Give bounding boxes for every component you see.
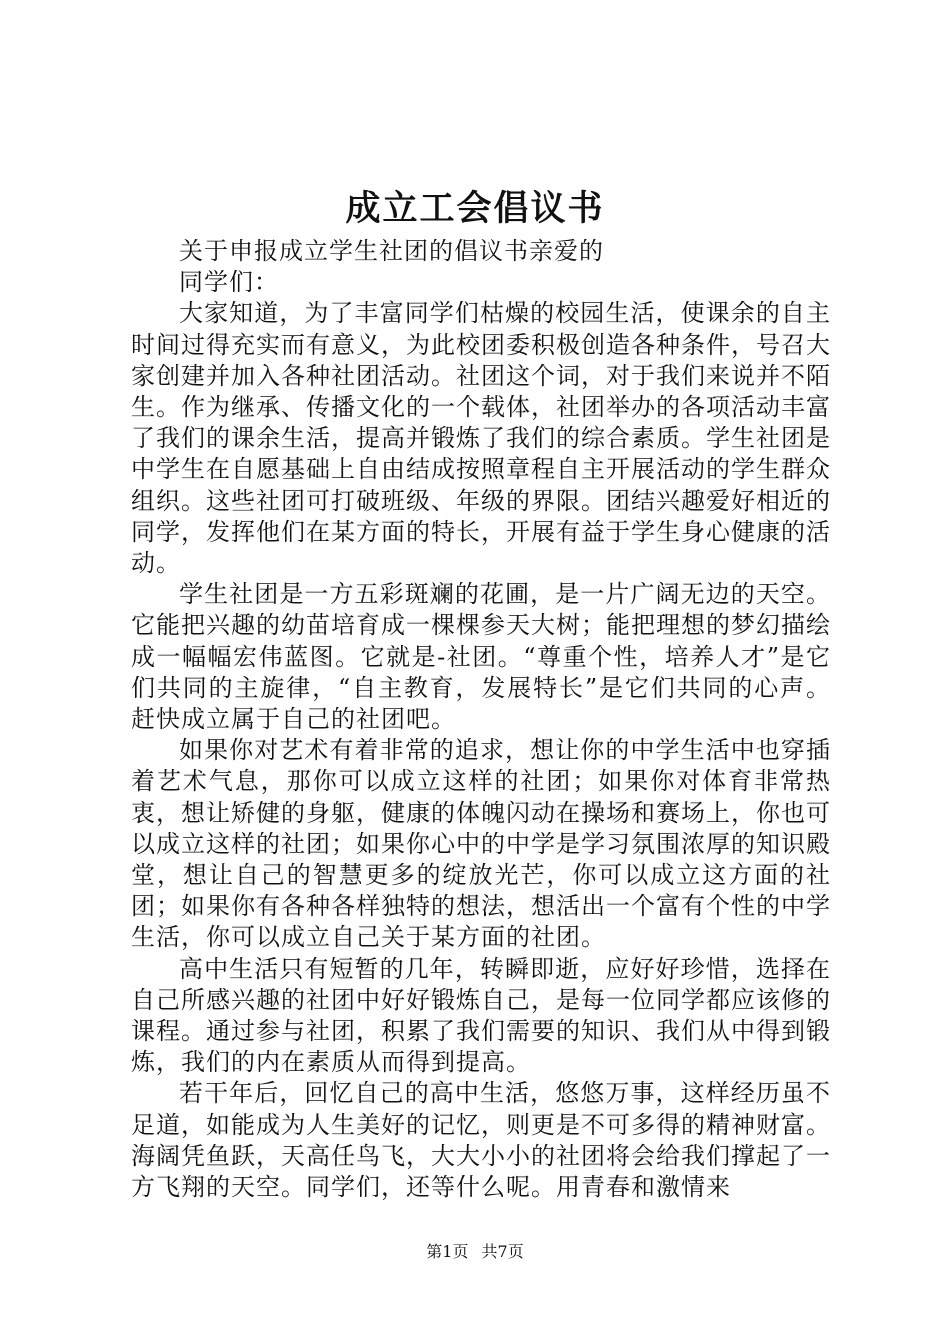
document-title: 成立工会倡议书 bbox=[345, 188, 605, 229]
page-number-current: 第1页 bbox=[426, 1242, 469, 1261]
body-paragraph: 大家知道，为了丰富同学们枯燥的校园生活，使课余的自主时间过得充实而有意义，为此校团委积极创造各种条件，号召大家创建并加入各种社团活动。社团这个词，对于我们来说并不陌生。作为继承、传播文化的一个载体，社团举办的各项活动丰富了我们的课余生活，提高并锻炼了我们的综合素质。学生社团是中学生在自愿基础上自由结成按照章程自主开展活动的学生群众组织。这些社团可打破班级、年级的界限。团结兴趣爱好相近的同学，发挥他们在某方面的特长，开展有益于学生身心健康的活动。 bbox=[131, 299, 831, 578]
page-number-total: 共7页 bbox=[481, 1242, 524, 1261]
body-paragraph: 高中生活只有短暂的几年，转瞬即逝，应好好珍惜，选择在自己所感兴趣的社团中好好锻炼自己，是每一位同学都应该修的课程。通过参与社团，积累了我们需要的知识、我们从中得到锻炼，我们的内在素质从而得到提高。 bbox=[131, 954, 831, 1077]
page-footer bbox=[0, 1240, 950, 1264]
intro-line: 关于申报成立学生社团的倡议书亲爱的 bbox=[179, 237, 604, 265]
salutation-line: 同学们： bbox=[179, 268, 279, 297]
body-paragraph: 如果你对艺术有着非常的追求，想让你的中学生活中也穿插着艺术气息，那你可以成立这样的社团；如果你对体育非常热衷，想让矫健的身躯，健康的体魄闪动在操场和赛场上，你也可以成立这样的社团；如果你心中的中学是学习氛围浓厚的知识殿堂，想让自己的智慧更多的绽放光芒，你可以成立这方面的社团；如果你有各种各样独特的想法，想活出一个富有个性的中学生活，你可以成立自己关于某方面的社团。 bbox=[131, 736, 831, 952]
document-body bbox=[131, 236, 831, 1203]
body-paragraph: 若干年后，回忆自己的高中生活，悠悠万事，这样经历虽不足道，如能成为人生美好的记忆，则更是不可多得的精神财富。海阔凭鱼跃，天高任鸟飞，大大小小的社团将会给我们撑起了一方飞翔的天空。同学们，还等什么呢。用青春和激情来 bbox=[131, 1079, 831, 1202]
body-paragraph: 学生社团是一方五彩斑斓的花圃，是一片广阔无边的天空。它能把兴趣的幼苗培育成一棵棵参天大树；能把理想的梦幻描绘成一幅幅宏伟蓝图。它就是-社团。“尊重个性，培养人才”是它们共同的主旋律，“自主教育，发展特长”是它们共同的心声。赶快成立属于自己的社团吧。 bbox=[131, 580, 831, 734]
